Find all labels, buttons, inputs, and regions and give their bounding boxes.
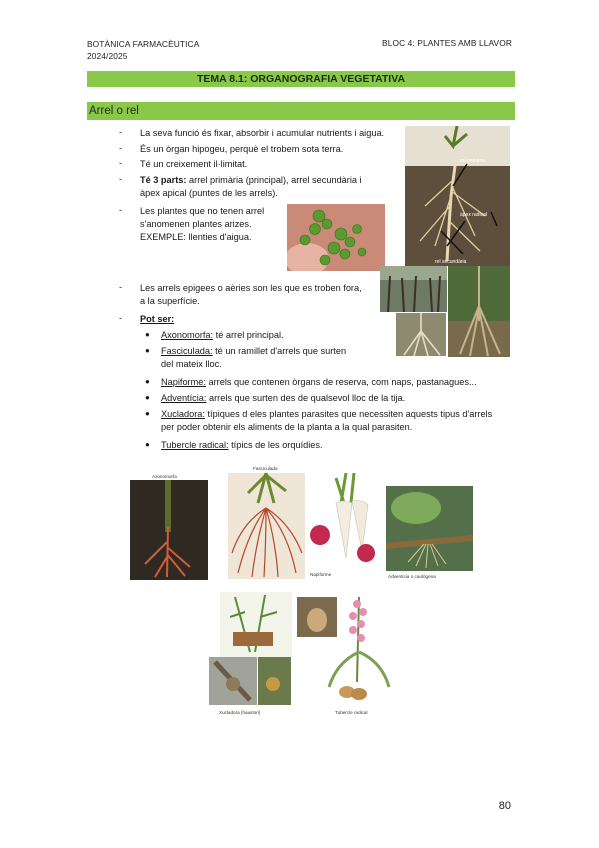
type-napiforme	[161, 376, 477, 389]
type-axonomorfa	[161, 329, 284, 342]
bullet-dash: -	[119, 127, 123, 137]
type-desc-cont: del mateix lloc.	[161, 359, 222, 370]
caption-axonomorfa: Axonomorfa	[152, 474, 177, 479]
header-block: BLOC 4: PLANTES AMB LLAVOR	[382, 38, 512, 48]
bullet-dash: -	[119, 174, 123, 184]
bullet-aerial	[140, 282, 362, 308]
bullet-dash: -	[119, 313, 123, 323]
arhizal-line1: Les plantes que no tenen arrel	[140, 206, 265, 216]
bullet-parts	[140, 174, 398, 200]
aerial-roots-photo-1	[380, 266, 447, 312]
parts-line1: arrel primària (principal), arrel secundària i	[186, 175, 362, 185]
type-desc: típiques d eles plantes parasites que necessiten aquests tipus d'arrels	[204, 409, 493, 419]
bullet-growth: Té un creixement il·limitat.	[140, 159, 248, 169]
parts-line2: àpex apical (puntes de les arrels).	[140, 188, 278, 199]
type-desc: arrels que surten des de qualsevol lloc de la tija.	[206, 393, 406, 403]
sub-bullet-dot: ●	[145, 330, 150, 339]
type-desc: té arrel principal.	[213, 330, 284, 340]
aerial-line2: a la superfície.	[140, 296, 200, 307]
bullet-dash: -	[119, 143, 123, 153]
arhizal-line2: s'anomenen plantes arizes.	[140, 219, 252, 230]
tubercle-illustration	[297, 592, 394, 717]
axonomorfa-illustration	[130, 472, 208, 580]
xucladora-illustration	[205, 592, 292, 717]
arhizal-line3: EXEMPLE: llenties d'aigua.	[140, 232, 252, 243]
page-number: 80	[498, 800, 511, 812]
type-term: Xucladora:	[161, 409, 205, 419]
bullet-types-heading: Pot ser:	[140, 314, 175, 324]
bullet-hypogeal: És un òrgan hipogeu, perquè el trobem sota terra.	[140, 144, 344, 154]
header-course	[87, 38, 199, 62]
type-tubercle	[161, 439, 323, 452]
bullet-function: La seva funció és fixar, absorbir i acumular nutrients i aigua.	[140, 128, 385, 138]
bullet-arhizal	[140, 205, 280, 245]
type-desc-cont: per poder obtenir els aliments de la planta a la qual parasiten.	[161, 422, 413, 433]
aerial-line1: Les arrels epigees o aèries son les que es troben fora,	[140, 283, 362, 293]
fasciculada-illustration	[228, 463, 305, 579]
duckweed-photo	[287, 204, 385, 271]
bullet-dash: -	[119, 158, 123, 168]
label-rel-primaria: rel primària	[460, 158, 486, 164]
sub-bullet-dot: ●	[145, 409, 150, 418]
type-term: Axonomorfa:	[161, 330, 214, 340]
type-term: Adventícia:	[161, 393, 207, 403]
napiforme-illustration	[306, 473, 381, 581]
caption-xucladora: Xucladora (haustori)	[219, 710, 261, 715]
sub-bullet-dot: ●	[145, 346, 150, 355]
type-term: Tubercle radical:	[161, 440, 229, 450]
section-title-band: Arrel o rel	[87, 102, 515, 120]
sub-bullet-dot: ●	[145, 377, 150, 386]
type-fasciculada	[161, 345, 371, 371]
type-desc: arrels que contenen òrgans de reserva, com naps, pastanagues...	[205, 377, 477, 387]
type-adventicia	[161, 392, 405, 405]
sub-bullet-dot: ●	[145, 393, 150, 402]
root-parts-photo	[405, 126, 510, 266]
bullet-dash: -	[119, 282, 123, 292]
course-name: BOTÀNICA FARMACÈUTICA	[87, 39, 200, 49]
type-desc: té un ramillet d'arrels que surten	[212, 346, 347, 356]
type-term: Fasciculada:	[161, 346, 213, 356]
aerial-roots-photo-3	[396, 313, 446, 356]
caption-adventicia: Adventícia o caulògena	[388, 574, 436, 579]
type-xucladora	[161, 408, 521, 434]
label-apex-radical: àpex radical	[460, 212, 487, 218]
bullet-dash: -	[119, 205, 123, 215]
type-term: Napiforme:	[161, 377, 206, 387]
aerial-roots-photo-2	[448, 266, 510, 357]
sub-bullet-dot: ●	[145, 440, 150, 449]
topic-title-band: TEMA 8.1: ORGANOGRAFIA VEGETATIVA	[87, 71, 515, 87]
type-desc: típics de les orquídies.	[228, 440, 323, 450]
caption-fasciculada: Fasciculada	[253, 466, 278, 471]
caption-tubercle: Tubercle radical	[335, 710, 368, 715]
course-year: 2024/2025	[87, 51, 128, 61]
caption-napiforme: Napiforme	[310, 572, 332, 577]
parts-label: Té 3 parts:	[140, 175, 187, 185]
label-rel-secundaria: rel secundària	[435, 259, 467, 265]
adventicia-illustration	[386, 486, 473, 581]
